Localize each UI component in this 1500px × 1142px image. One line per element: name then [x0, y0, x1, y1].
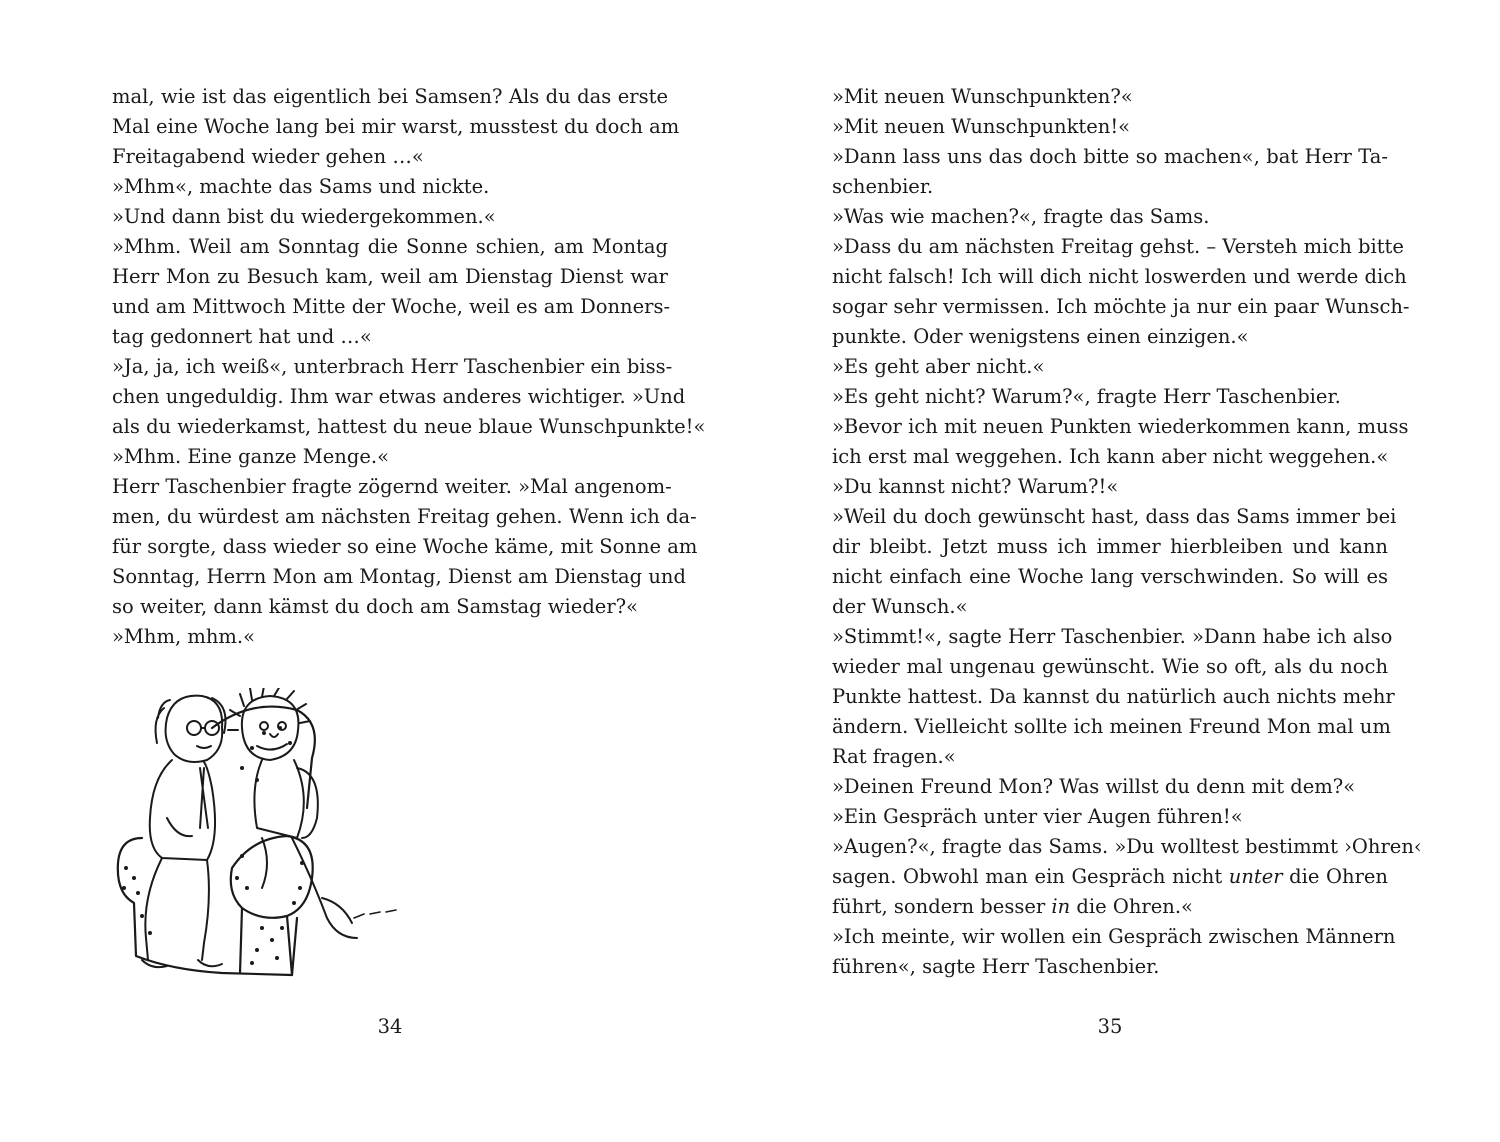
text-line: Mal eine Woche lang bei mir warst, musstest du doch am — [112, 115, 680, 138]
text-line — [832, 442, 1388, 472]
man-figure — [142, 696, 226, 967]
text-segment: dir bleibt. Jetzt muss ich immer hierbleiben und kann — [832, 535, 1388, 558]
text-line: »Mhm. Weil am Sonntag die Sonne schien, am Montag — [112, 235, 668, 258]
text-segment: »Dass du am nächsten Freitag gehst. – Versteh mich bitte — [832, 235, 1404, 258]
text-line: »Mhm«, machte das Sams und nickte. — [112, 175, 490, 198]
page-number-left: 34 — [377, 1015, 403, 1038]
text-segment: Punkte hattest. Da kannst du natürlich auch nichts mehr — [832, 685, 1395, 708]
text-line — [832, 352, 1388, 382]
text-segment: führt, sondern besser — [832, 895, 1052, 918]
motion-marks — [354, 910, 396, 918]
illustration-taschenbier-and-sams-in-armchair — [112, 688, 412, 982]
text-line: »Mhm. Eine ganze Menge.« — [112, 445, 390, 468]
text-line — [832, 322, 1388, 352]
text-line: so weiter, dann kämst du doch am Samstag wieder?« — [112, 595, 639, 618]
text-line — [832, 202, 1388, 232]
text-line — [832, 742, 1388, 772]
text-segment: führen«, sagte Herr Taschenbier. — [832, 955, 1160, 978]
text-line: und am Mittwoch Mitte der Woche, weil es am Donners- — [112, 295, 671, 318]
text-segment: sogar sehr vermissen. Ich möchte ja nur ein paar Wunsch- — [832, 295, 1410, 318]
text-line: mal, wie ist das eigentlich bei Samsen? Als du das erste — [112, 85, 668, 108]
text-line — [832, 82, 1388, 112]
text-line — [832, 172, 1388, 202]
text-segment: ich erst mal weggehen. Ich kann aber nicht weggehen.« — [832, 445, 1389, 468]
text-line: »Ja, ja, ich weiß«, unterbrach Herr Taschenbier ein biss- — [112, 355, 673, 378]
emphasis-text: in — [1051, 895, 1071, 918]
text-line — [832, 622, 1393, 652]
text-segment: »Stimmt!«, sagte Herr Taschenbier. »Dann habe ich also — [832, 625, 1393, 648]
text-segment: der Wunsch.« — [832, 595, 968, 618]
text-line — [832, 142, 1388, 172]
text-segment: nicht falsch! Ich will dich nicht loswerden und werde dich — [832, 265, 1407, 288]
page-number-right: 35 — [1097, 1015, 1123, 1038]
text-line: Herr Taschenbier fragte zögernd weiter. »Mal angenom- — [112, 475, 672, 498]
text-line — [832, 592, 1388, 622]
text-segment: schenbier. — [832, 175, 934, 198]
text-segment: »Augen?«, fragte das Sams. »Du wolltest bestimmt ›Ohren‹ — [832, 835, 1422, 858]
text-line: Freitagabend wieder gehen …« — [112, 145, 424, 168]
text-line — [832, 382, 1388, 412]
text-line — [832, 112, 1388, 142]
text-line — [832, 832, 1422, 862]
text-line — [832, 772, 1388, 802]
text-line — [832, 292, 1410, 322]
text-segment: »Mit neuen Wunschpunkten!« — [832, 115, 1131, 138]
text-line: men, du würdest am nächsten Freitag gehen. Wenn ich da- — [112, 505, 697, 528]
text-line — [832, 472, 1388, 502]
text-line — [832, 922, 1396, 952]
text-line — [832, 232, 1404, 262]
text-line — [832, 892, 1388, 922]
text-line — [832, 802, 1388, 832]
text-line — [832, 412, 1409, 442]
text-segment: »Weil du doch gewünscht hast, dass das Sams immer bei — [832, 505, 1397, 528]
text-segment: ändern. Vielleicht sollte ich meinen Freund Mon mal um — [832, 715, 1391, 738]
text-line: Herr Mon zu Besuch kam, weil am Dienstag Dienst war — [112, 265, 668, 288]
text-segment: »Ich meinte, wir wollen ein Gespräch zwischen Männern — [832, 925, 1396, 948]
text-segment: »Es geht aber nicht.« — [832, 355, 1045, 378]
text-line: als du wiederkamst, hattest du neue blaue Wunschpunkte!« — [112, 415, 706, 438]
text-segment: »Bevor ich mit neuen Punkten wiederkommen kann, muss — [832, 415, 1409, 438]
text-line: chen ungeduldig. Ihm war etwas anderes wichtiger. »Und — [112, 385, 686, 408]
text-line: Sonntag, Herrn Mon am Montag, Dienst am Dienstag und — [112, 565, 686, 588]
sams-figure — [228, 688, 357, 938]
text-line — [832, 682, 1395, 712]
text-segment: »Du kannst nicht? Warum?!« — [832, 475, 1119, 498]
text-segment: »Mit neuen Wunschpunkten?« — [832, 85, 1133, 108]
text-segment: Rat fragen.« — [832, 745, 956, 768]
text-segment: punkte. Oder wenigstens einen einzigen.« — [832, 325, 1249, 348]
text-line — [832, 862, 1388, 892]
text-line — [832, 712, 1391, 742]
text-line — [832, 652, 1388, 682]
text-segment: »Es geht nicht? Warum?«, fragte Herr Taschenbier. — [832, 385, 1341, 408]
text-segment: »Was wie machen?«, fragte das Sams. — [832, 205, 1210, 228]
text-line — [832, 502, 1397, 532]
text-segment: sagen. Obwohl man ein Gespräch nicht — [832, 865, 1229, 888]
emphasis-text: unter — [1228, 865, 1283, 888]
text-line — [832, 262, 1407, 292]
text-line: »Und dann bist du wiedergekommen.« — [112, 205, 496, 228]
text-segment: wieder mal ungenau gewünscht. Wie so oft, als du noch — [832, 655, 1388, 678]
text-line — [832, 562, 1388, 592]
right-page — [832, 82, 1422, 1042]
text-line: für sorgte, dass wieder so eine Woche käme, mit Sonne am — [112, 535, 698, 558]
armchair — [118, 707, 315, 975]
text-segment: die Ohren.« — [1070, 895, 1193, 918]
text-segment: die Ohren — [1282, 865, 1388, 888]
text-segment: »Dann lass uns das doch bitte so machen«, bat Herr Ta- — [832, 145, 1388, 168]
text-line: tag gedonnert hat und …« — [112, 325, 372, 348]
text-segment: nicht einfach eine Woche lang verschwinden. So will es — [832, 565, 1388, 588]
text-line — [832, 532, 1388, 562]
text-segment: »Ein Gespräch unter vier Augen führen!« — [832, 805, 1243, 828]
text-line — [832, 952, 1388, 982]
text-line: »Mhm, mhm.« — [112, 625, 256, 648]
text-segment: »Deinen Freund Mon? Was willst du denn mit dem?« — [832, 775, 1356, 798]
